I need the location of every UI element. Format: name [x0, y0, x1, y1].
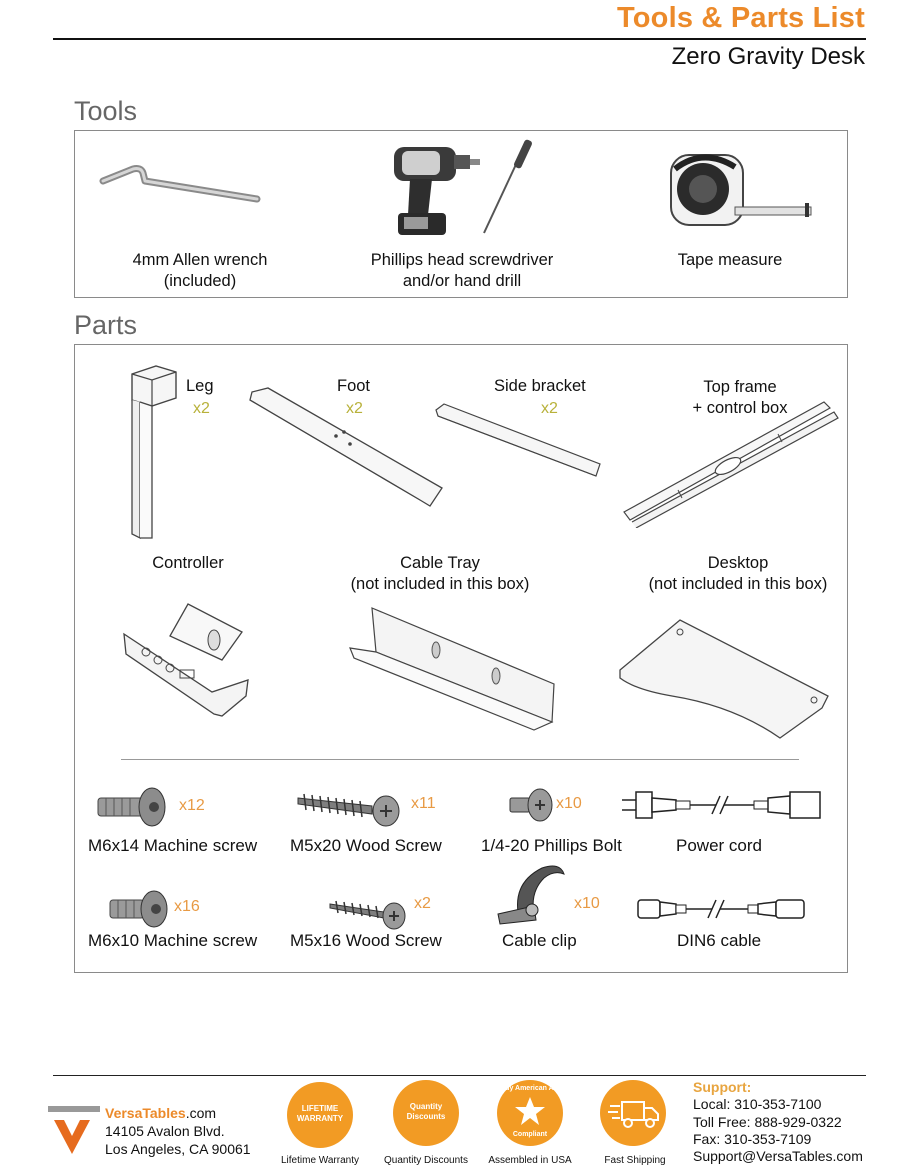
desktop-icon [614, 614, 832, 744]
part-label-leg: Leg [186, 377, 214, 395]
assembled-usa-badge-text-bottom: Compliant [512, 1131, 548, 1138]
part-label-controller: Controller [152, 554, 224, 572]
tools-box [74, 130, 848, 298]
cable-tray-icon [346, 604, 558, 732]
label-power-cord: Power cord [676, 836, 762, 855]
assembled-usa-caption: Assembled in USA [488, 1155, 572, 1166]
fast-shipping-caption: Fast Shipping [604, 1155, 666, 1166]
machine-screw-m6x10-icon [108, 890, 170, 930]
lifetime-warranty-badge-text: LIFETIME WARRANTY [296, 1104, 344, 1123]
label-din6-cable: DIN6 cable [677, 931, 762, 950]
side-bracket-icon [432, 400, 604, 482]
support-email[interactable]: Support@VersaTables.com [693, 1148, 863, 1164]
phillips-bolt-icon [506, 786, 556, 826]
part-label-cable-tray: Cable Tray (not included in this box) [350, 554, 530, 593]
qty-m5x20: x11 [411, 795, 436, 812]
tool-label-driver: Phillips head screwdriver and/or hand drill [370, 251, 554, 290]
part-qty-foot: x2 [346, 400, 363, 417]
din6-cable-icon [636, 894, 808, 924]
versatables-logo-icon [48, 1106, 100, 1154]
quantity-discounts-caption: Quantity Discounts [384, 1155, 468, 1166]
quantity-discounts-badge-text: Quantity Discounts [406, 1102, 446, 1121]
part-label-top-frame: Top frame + control box [692, 378, 788, 417]
leg-icon [118, 362, 190, 542]
wood-screw-m5x16-icon [328, 894, 408, 930]
label-m5x16: M5x16 Wood Screw [290, 931, 442, 950]
truck-icon [608, 1096, 660, 1130]
label-m6x14: M6x14 Machine screw [88, 836, 258, 855]
tape-measure-icon [665, 149, 815, 231]
header-rule [53, 38, 866, 40]
star-icon [514, 1095, 546, 1127]
page-title: Tools & Parts List [617, 2, 865, 34]
address-line-1: 14105 Avalon Blvd. [105, 1123, 225, 1139]
assembled-usa-badge-text-top: Buy American Act [500, 1085, 560, 1092]
label-phillips-bolt: 1/4-20 Phillips Bolt [481, 836, 622, 855]
tools-heading: Tools [74, 96, 138, 126]
parts-divider [121, 759, 799, 760]
label-m6x10: M6x10 Machine screw [88, 931, 258, 950]
part-label-desktop: Desktop (not included in this box) [648, 554, 828, 593]
qty-m5x16: x2 [414, 895, 431, 912]
tool-label-allen: 4mm Allen wrench (included) [132, 251, 268, 290]
label-cable-clip: Cable clip [502, 931, 577, 950]
footer-rule [53, 1075, 866, 1076]
support-tollfree: Toll Free: 888-929-0322 [693, 1114, 842, 1130]
allen-wrench-icon [97, 159, 267, 211]
qty-m6x14: x12 [179, 797, 205, 814]
power-cord-icon [620, 788, 826, 822]
part-label-side-bracket: Side bracket [494, 377, 586, 395]
machine-screw-m6x14-icon [96, 786, 172, 830]
part-label-foot: Foot [337, 377, 371, 395]
label-m5x20: M5x20 Wood Screw [290, 836, 442, 855]
page-subtitle: Zero Gravity Desk [671, 43, 865, 70]
parts-heading: Parts [74, 310, 138, 340]
lifetime-warranty-caption: Lifetime Warranty [281, 1155, 359, 1166]
brand-name: VersaTables.com [105, 1105, 217, 1121]
support-heading: Support: [693, 1079, 752, 1095]
support-fax: Fax: 310-353-7109 [693, 1131, 812, 1147]
part-qty-side-bracket: x2 [541, 400, 558, 417]
cable-clip-icon [494, 862, 570, 928]
qty-cable-clip: x10 [574, 895, 600, 912]
controller-icon [118, 596, 254, 722]
tool-label-tape: Tape measure [677, 251, 783, 269]
drill-icon [380, 137, 540, 243]
part-qty-leg: x2 [193, 400, 210, 417]
address-line-2: Los Angeles, CA 90061 [105, 1141, 251, 1157]
qty-m6x10: x16 [174, 898, 200, 915]
qty-phillips-bolt: x10 [556, 795, 582, 812]
wood-screw-m5x20-icon [294, 784, 406, 828]
support-local: Local: 310-353-7100 [693, 1096, 822, 1112]
